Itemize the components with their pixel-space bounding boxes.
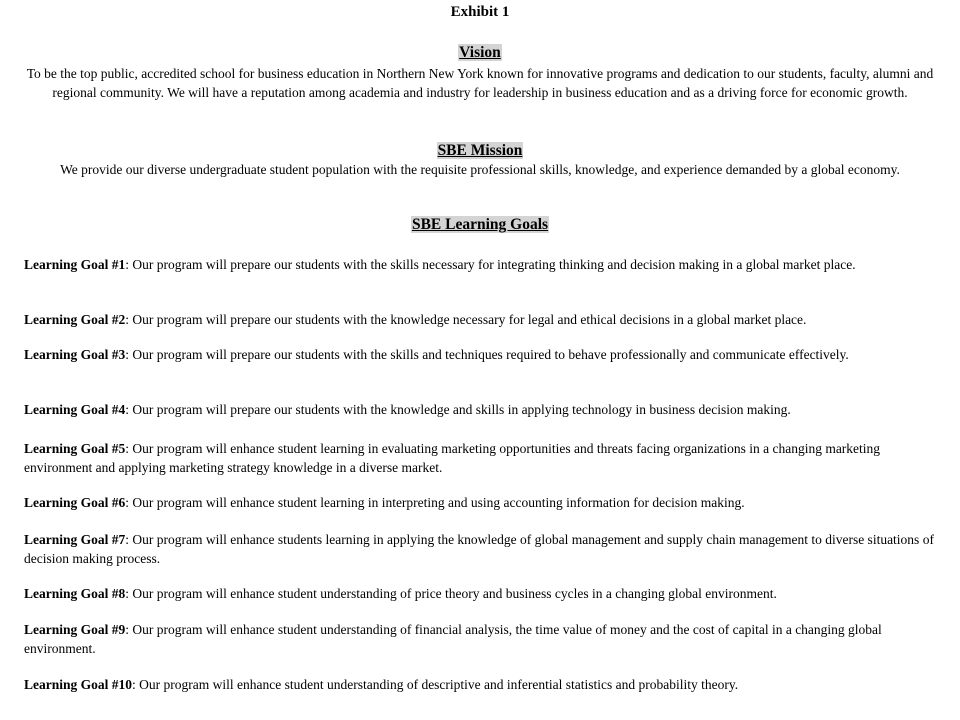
learning-goal-text: : Our program will enhance student learning in evaluating marketing opportunities and threats facing organizations in a changing marketing environment and applying marketing strategy knowledge in a diverse market. <box>24 441 881 475</box>
learning-goal-4 <box>24 401 936 420</box>
learning-goal-label: Learning Goal #8 <box>24 586 126 601</box>
mission-heading-text: SBE Mission <box>437 142 523 159</box>
learning-goal-1 <box>24 256 936 275</box>
learning-goal-label: Learning Goal #1 <box>24 257 126 272</box>
learning-goal-6 <box>24 494 936 513</box>
learning-goal-text: : Our program will prepare our students with the skills and techniques required to behave professionally and communicate effectively. <box>125 347 849 362</box>
learning-goal-label: Learning Goal #3 <box>24 347 126 362</box>
learning-goal-3 <box>24 346 936 365</box>
vision-heading-text: Vision <box>459 44 501 61</box>
learning-goal-2 <box>24 311 936 330</box>
learning-goal-label: Learning Goal #10 <box>24 677 133 692</box>
learning-goal-text: : Our program will enhance student understanding of descriptive and inferential statistics and probability theory. <box>132 677 739 692</box>
learning-goal-7 <box>24 531 936 568</box>
mission-heading <box>0 141 960 160</box>
learning-goal-label: Learning Goal #4 <box>24 402 126 417</box>
learning-goal-text: : Our program will enhance student learning in interpreting and using accounting information for decision making. <box>125 495 745 510</box>
learning-goal-text: : Our program will enhance students learning in applying the knowledge of global management and supply chain management to diverse situations of decision making process. <box>24 532 934 566</box>
learning-goal-5 <box>24 440 936 477</box>
learning-goal-8 <box>24 585 936 604</box>
learning-goal-label: Learning Goal #2 <box>24 312 126 327</box>
learning-goal-label: Learning Goal #5 <box>24 441 126 456</box>
learning-goal-text: : Our program will prepare our students with the knowledge and skills in applying technology in business decision making. <box>125 402 791 417</box>
learning-goals-heading <box>0 215 960 234</box>
learning-goal-text: : Our program will enhance student understanding of financial analysis, the time value of money and the cost of capital in a changing global environment. <box>24 622 882 656</box>
learning-goal-9 <box>24 621 936 658</box>
exhibit-title: Exhibit 1 <box>450 4 510 20</box>
vision-heading <box>0 43 960 62</box>
learning-goal-label: Learning Goal #6 <box>24 495 126 510</box>
vision-text: To be the top public, accredited school for business education in Northern New York known for innovative programs and dedication to our students, faculty, alumni and regional community. We will have a reputation among academia and industry for leadership in business education and as a driving force for economic growth. <box>26 66 934 100</box>
learning-goal-10 <box>24 676 936 695</box>
mission-text: We provide our diverse undergraduate student population with the requisite professional skills, knowledge, and experience demanded by a global economy. <box>60 162 900 177</box>
learning-goal-label: Learning Goal #7 <box>24 532 126 547</box>
learning-goal-text: : Our program will prepare our students with the knowledge necessary for legal and ethical decisions in a global market place. <box>125 312 807 327</box>
learning-goals-heading-text: SBE Learning Goals <box>411 216 549 233</box>
learning-goal-text: : Our program will prepare our students with the skills necessary for integrating thinking and decision making in a global market place. <box>125 257 856 272</box>
learning-goal-text: : Our program will enhance student understanding of price theory and business cycles in a changing global environment. <box>125 586 777 601</box>
learning-goal-label: Learning Goal #9 <box>24 622 126 637</box>
